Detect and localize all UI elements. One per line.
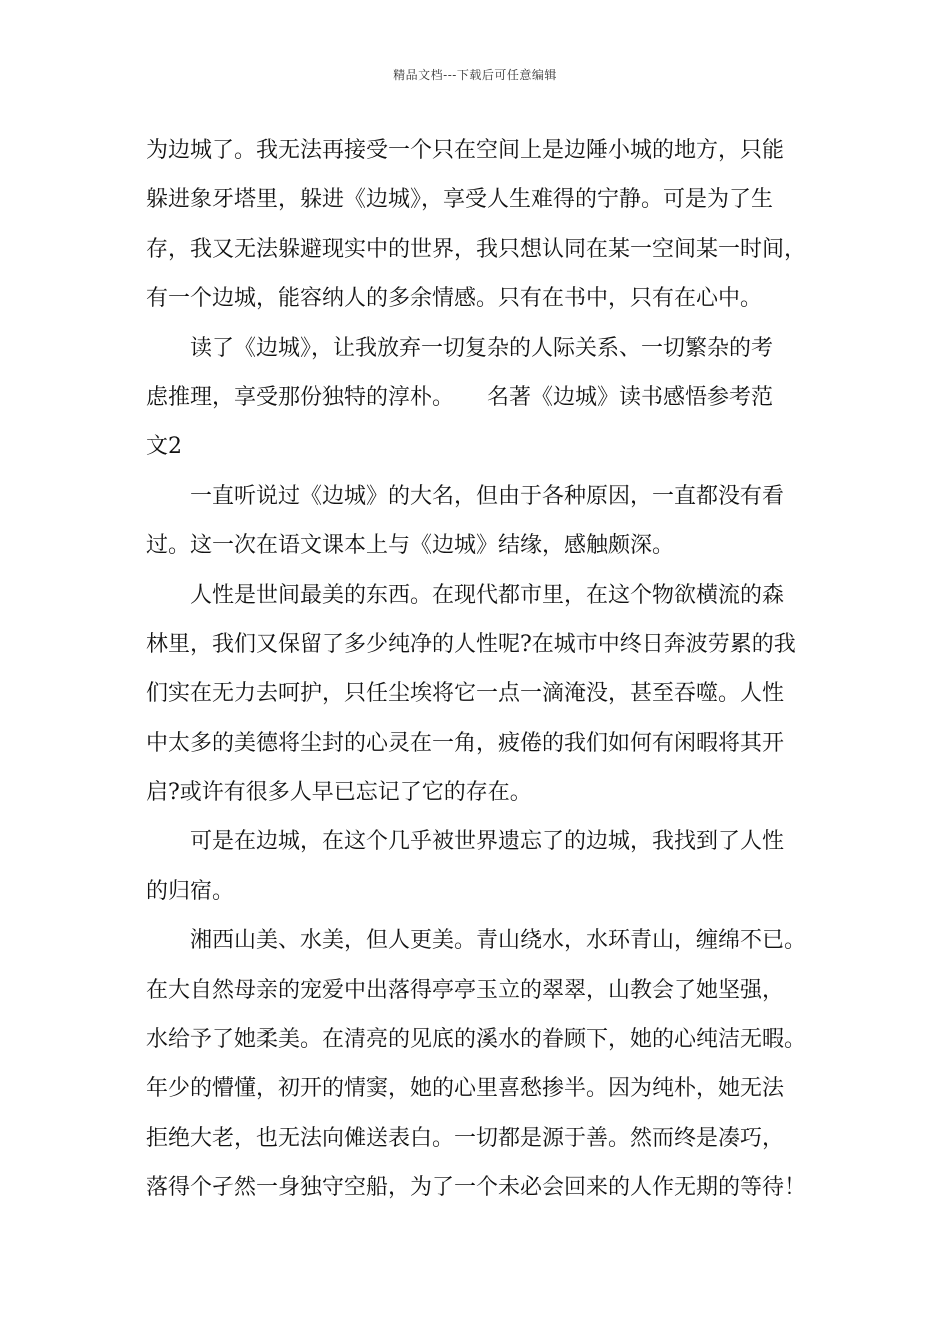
text-line: 年少的懵懂，初开的情窦，她的心里喜愁掺半。因为纯朴，她无法 <box>146 1076 785 1102</box>
paragraph-start-line: 读了《边城》，让我放弃一切复杂的人际关系、一切繁杂的考 <box>190 335 774 361</box>
text-line: 拒绝大老，也无法向傩送表白。一切都是源于善。然而终是凑巧， <box>146 1125 785 1151</box>
body-text <box>146 126 836 1213</box>
text-line: 躲进象牙塔里，躲进《边城》，享受人生难得的宁静。可是为了生 <box>146 187 774 213</box>
text-line: 有一个边城，能容纳人的多余情感。只有在书中，只有在心中。 <box>146 286 763 312</box>
text-line: 的归宿。 <box>146 878 235 904</box>
text-line: 林里，我们又保留了多少纯净的人性呢?在城市中终日奔波劳累的我 <box>146 631 796 657</box>
page-header: 精品文档---下载后可任意编辑 <box>393 68 557 82</box>
text-line: 水给予了她柔美。在清亮的见底的溪水的眷顾下，她的心纯洁无暇。 <box>146 1027 807 1053</box>
text-line: 虑推理，享受那份独特的淳朴。 名著《边城》读书感悟参考范 <box>146 384 774 410</box>
text-line: 为边城了。我无法再接受一个只在空间上是边陲小城的地方，只能 <box>146 138 785 163</box>
paragraph-start-line: 可是在边城，在这个几乎被世界遗忘了的边城，我找到了人性 <box>190 829 785 855</box>
paragraph-start-line: 湘西山美、水美，但人更美。青山绕水，水环青山，缠绵不已。 <box>190 928 807 954</box>
text-line: 中太多的美德将尘封的心灵在一角，疲倦的我们如何有闲暇将其开 <box>146 730 785 756</box>
text-line: 启?或许有很多人早已忘记了它的存在。 <box>146 780 532 806</box>
text-line: 文2 <box>146 434 182 460</box>
text-line: 过。这一次在语文课本上与《边城》结缘，感触颇深。 <box>146 533 675 559</box>
text-line: 在大自然母亲的宠爱中出落得亭亭玉立的翠翠，山教会了她坚强， <box>146 977 785 1003</box>
text-line: 存，我又无法躲避现实中的世界，我只想认同在某一空间某一时间， <box>146 236 807 262</box>
text-line: 落得个孑然一身独守空船，为了一个未必会回来的人作无期的等待！ <box>146 1175 807 1201</box>
paragraph-start-line: 人性是世间最美的东西。在现代都市里，在这个物欲横流的森 <box>190 582 785 608</box>
paragraph-start-line: 一直听说过《边城》的大名，但由于各种原因，一直都没有看 <box>190 483 785 509</box>
text-line: 们实在无力去呵护，只任尘埃将它一点一滴淹没，甚至吞噬。人性 <box>146 681 785 707</box>
